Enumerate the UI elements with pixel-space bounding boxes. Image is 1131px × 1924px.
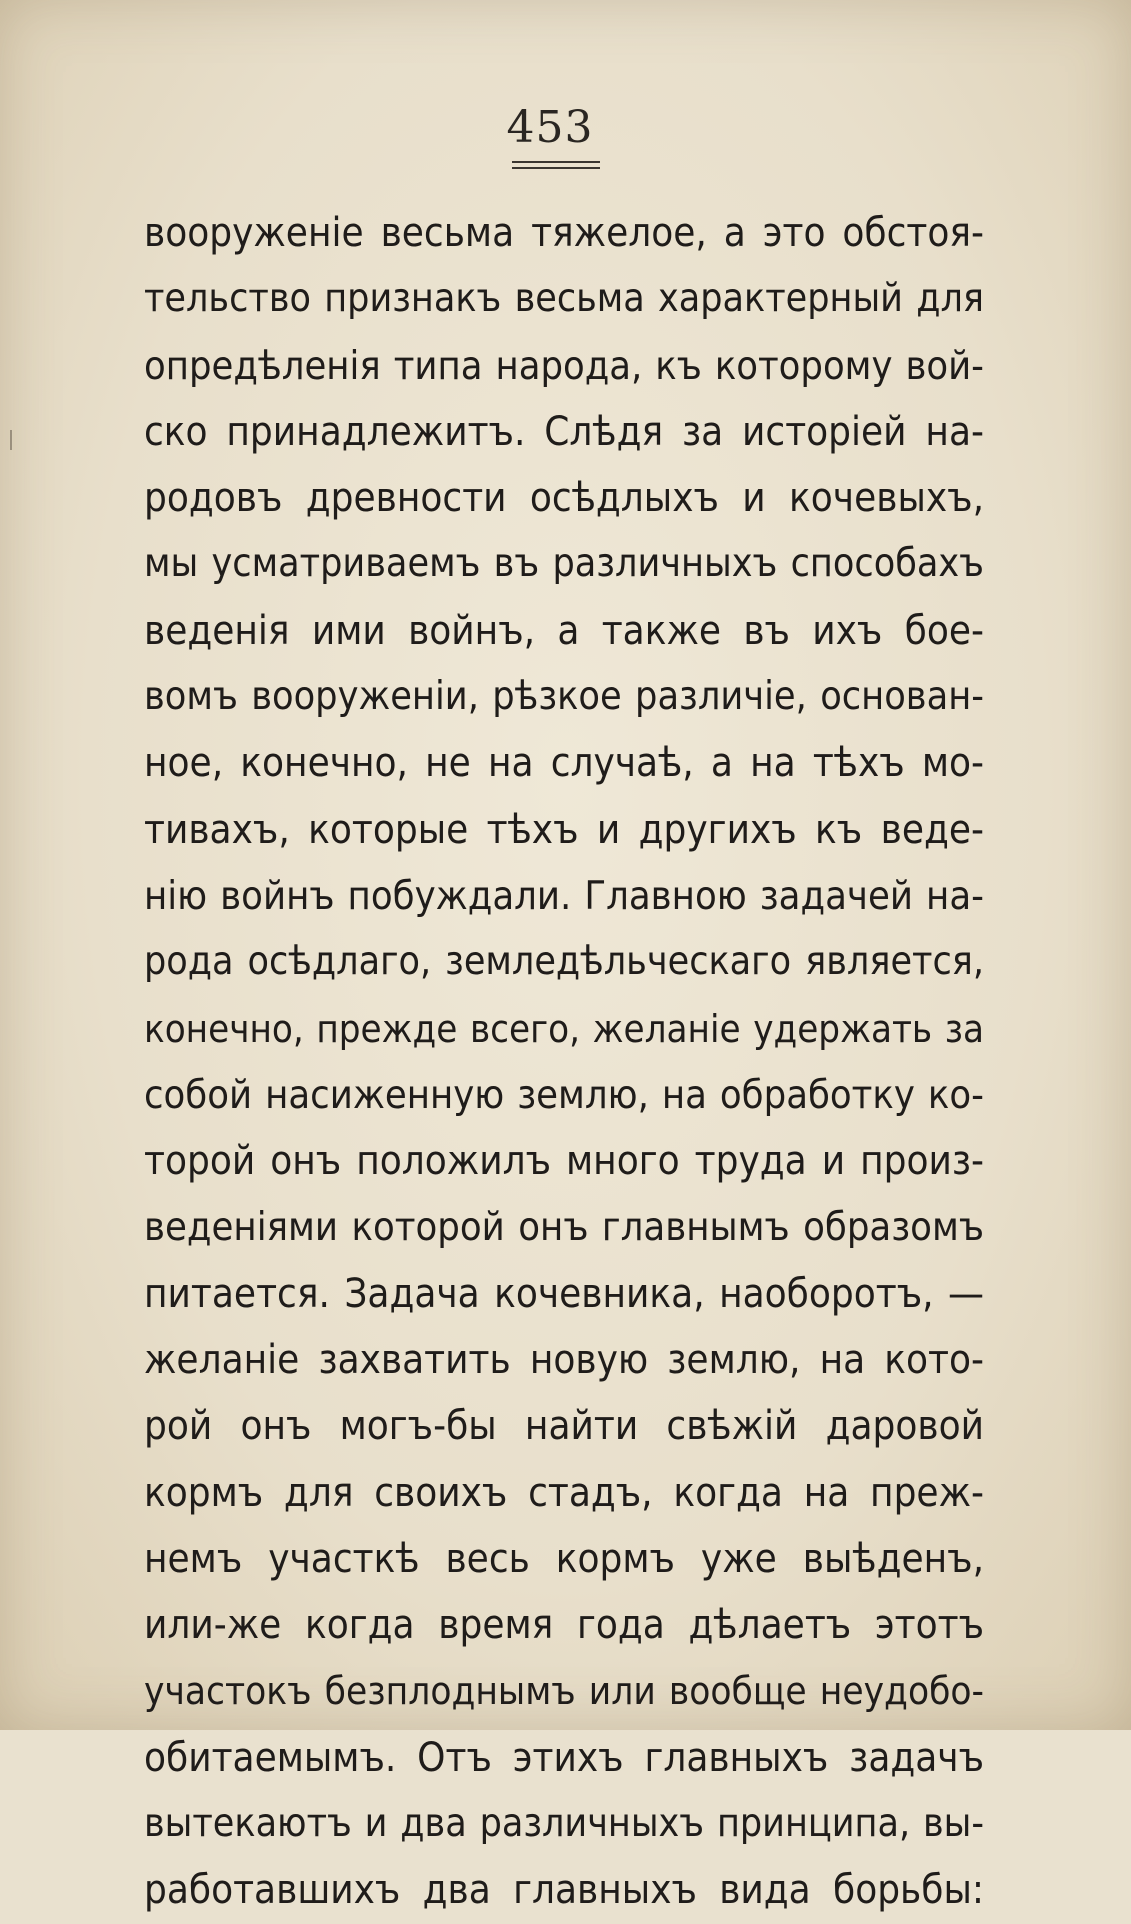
text-line: обитаемымъ. Отъ этихъ главныхъ задачъ bbox=[144, 1734, 984, 1781]
text-line: вытекаютъ и два различныхъ принципа, вы- bbox=[144, 1801, 984, 1847]
body-text bbox=[144, 200, 984, 1924]
text-line: мы усматриваемъ въ различныхъ способахъ bbox=[144, 541, 984, 587]
text-line: торой онъ положилъ много труда и произ- bbox=[144, 1138, 984, 1185]
text-line: веденія ими войнъ, а также въ ихъ бое- bbox=[144, 607, 984, 654]
text-line: или-же когда время года дѣлаетъ этотъ bbox=[144, 1602, 984, 1649]
text-line: опредѣленія типа народа, къ которому вой- bbox=[144, 342, 984, 389]
text-line: работавшихъ два главныхъ вида борьбы: bbox=[144, 1867, 984, 1914]
text-line: ное, конечно, не на случаѣ, а на тѣхъ мо- bbox=[144, 740, 984, 787]
text-line: родовъ древности осѣдлыхъ и кочевыхъ, bbox=[144, 475, 984, 522]
text-line: рода осѣдлаго, земледѣльческаго является, bbox=[144, 939, 984, 985]
text-line: конечно, прежде всего, желаніе удержать за bbox=[144, 1006, 984, 1051]
margin-mark bbox=[10, 430, 12, 450]
text-line: вомъ вооруженіи, рѣзкое различіе, основан- bbox=[144, 674, 984, 720]
text-line: участокъ безплоднымъ или вообще неудобо- bbox=[144, 1668, 984, 1714]
text-line: нію войнъ побуждали. Главною задачей на- bbox=[144, 872, 984, 919]
text-line: питается. Задача кочевника, наоборотъ, — bbox=[144, 1270, 984, 1317]
text-line: тельство признакъ весьма характерный для bbox=[144, 276, 984, 322]
header-rule-top bbox=[512, 161, 600, 163]
text-line: тивахъ, которые тѣхъ и другихъ къ веде- bbox=[144, 806, 984, 853]
header-rule-bottom bbox=[512, 167, 600, 169]
text-line: ско принадлежитъ. Слѣдя за исторіей на- bbox=[144, 408, 984, 455]
text-line: желаніе захватить новую землю, на кото- bbox=[144, 1337, 984, 1384]
text-line: немъ участкѣ весь кормъ уже выѣденъ, bbox=[144, 1535, 984, 1582]
text-line: веденіями которой онъ главнымъ образомъ bbox=[144, 1204, 984, 1251]
text-line: рой онъ могъ-бы найти свѣжій даровой bbox=[144, 1403, 984, 1450]
text-line: вооруженіе весьма тяжелое, а это обстоя- bbox=[144, 210, 984, 256]
text-line: кормъ для своихъ стадъ, когда на преж- bbox=[144, 1469, 984, 1516]
page-number: 453 bbox=[506, 102, 594, 153]
text-line: собой насиженную землю, на обработку ко- bbox=[144, 1071, 984, 1118]
